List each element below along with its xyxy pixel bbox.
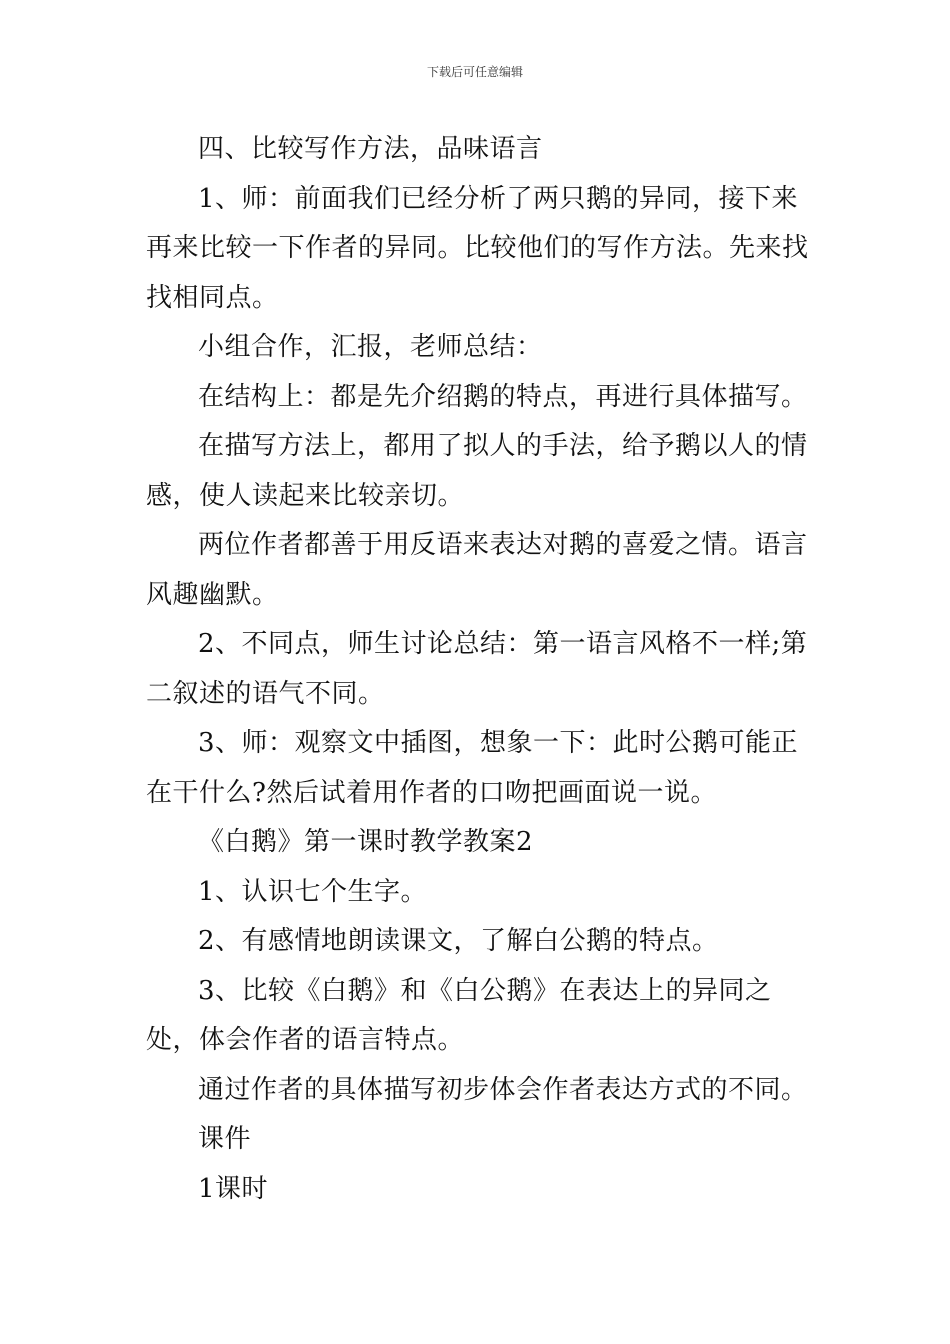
- paragraph: 课件: [198, 1124, 252, 1154]
- lesson-title: 《白鹅》第一课时教学教案2: [198, 827, 534, 857]
- paragraph: 在描写方法上，都用了拟人的手法，给予鹅以人的情感，使人读起来比较亲切。: [146, 431, 808, 511]
- paragraph: 3、师：观察文中插图，想象一下：此时公鹅可能正在干什么?然后试着用作者的口吻把画面说一说。: [146, 728, 799, 808]
- paragraph: 2、有感情地朗读课文，了解白公鹅的特点。: [198, 926, 719, 956]
- paragraph: 通过作者的具体描写初步体会作者表达方式的不同。: [198, 1074, 808, 1105]
- section-heading: 四、比较写作方法，品味语言: [198, 134, 543, 164]
- paragraph: 2、不同点，师生讨论总结：第一语言风格不一样;第二叙述的语气不同。: [146, 629, 808, 709]
- paragraph: 在结构上：都是先介绍鹅的特点，再进行具体描写。: [198, 381, 808, 412]
- paragraph: 1、师：前面我们已经分析了两只鹅的异同，接下来再来比较一下作者的异同。比较他们的写作方法。先来找找相同点。: [146, 183, 809, 313]
- paragraph: 两位作者都善于用反语来表达对鹅的喜爱之情。语言风趣幽默。: [146, 530, 808, 610]
- paragraph: 1、认识七个生字。: [198, 876, 428, 907]
- document-body: [146, 125, 810, 1214]
- paragraph: 1课时: [198, 1173, 269, 1204]
- paragraph: 小组合作，汇报，老师总结：: [198, 332, 543, 362]
- paragraph: 3、比较《白鹅》和《白公鹅》在表达上的异同之处，体会作者的语言特点。: [146, 975, 772, 1055]
- page-header: 下载后可任意编辑: [426, 65, 523, 79]
